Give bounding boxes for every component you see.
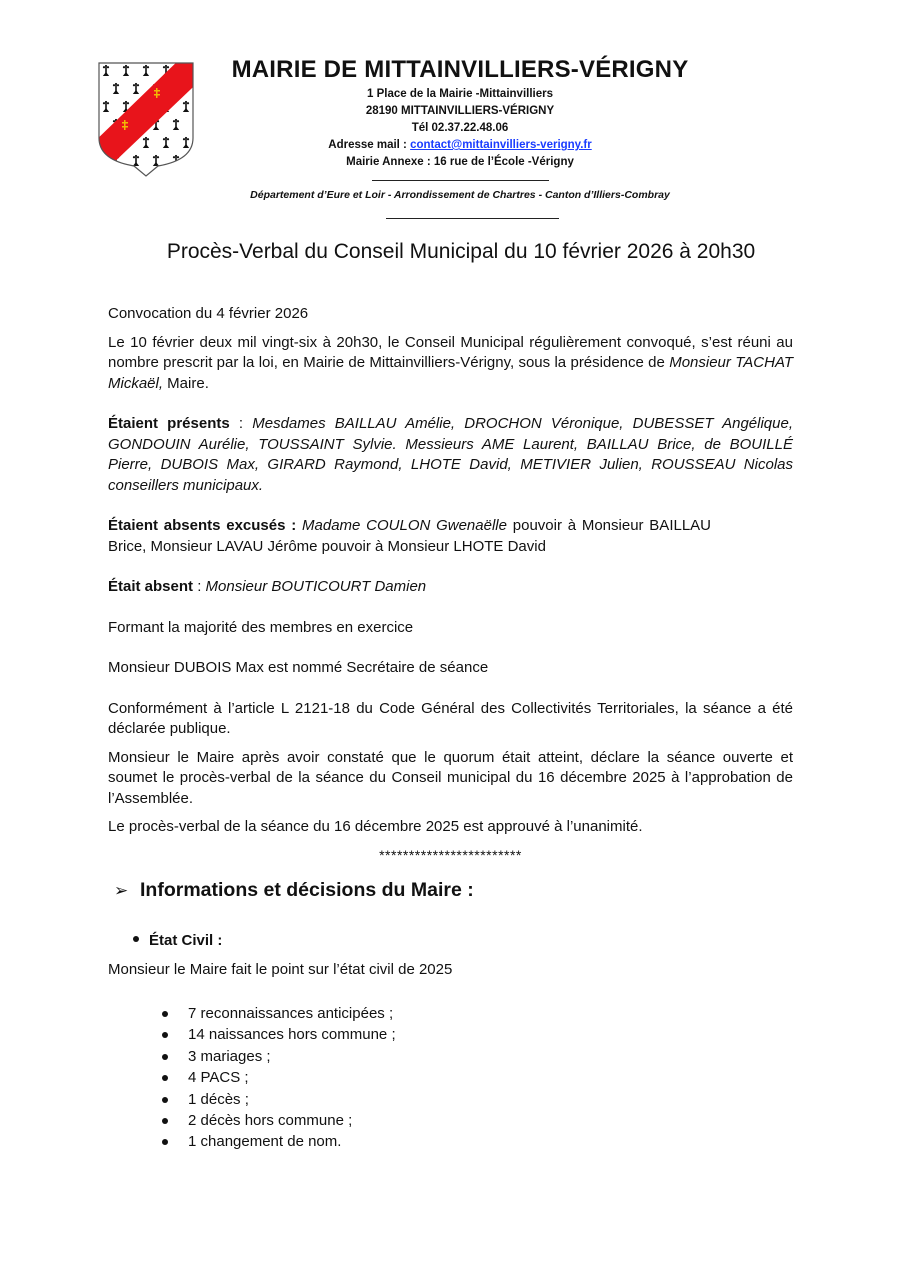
excused-text: pouvoir à Monsieur BAILLAU Brice, Monsieur LAVAU Jérôme pouvoir à Monsieur LHOTE David bbox=[108, 517, 712, 555]
department-line: Département d’Eure et Loir - Arrondissement de Chartres - Canton d’Illiers-Combray bbox=[250, 189, 670, 201]
bullet-icon bbox=[162, 1097, 168, 1103]
bullet-icon bbox=[162, 1118, 168, 1124]
majority-statement: Formant la majorité des membres en exercice bbox=[108, 618, 414, 636]
email-line bbox=[215, 137, 705, 154]
convocation-date: Convocation du 4 février 2026 bbox=[108, 305, 309, 322]
bullet-icon bbox=[133, 936, 139, 942]
civil-status-list bbox=[160, 1003, 396, 1153]
address-line-1: 1 Place de la Mairie -Mittainvilliers bbox=[367, 88, 553, 100]
present-list: Mesdames BAILLAU Amélie, DROCHON Véronique, DUBESSET Angélique, GONDOUIN Aurélie, TOUSSAINT Sylvie. Messieurs AME Laurent, BAILLAU Brice, de BOUILLÉ Pierre, DUBOIS Max, GIRARD Raymond, LHOTE David, METIVIER Julien, ROUSSEAU Nicolas conseillers municipaux. bbox=[108, 415, 793, 494]
arrow-bullet-icon: ➢ bbox=[114, 881, 129, 900]
bullet-icon bbox=[162, 1139, 168, 1145]
excused-members bbox=[108, 516, 711, 557]
subsection-heading-text: État Civil : bbox=[149, 932, 223, 949]
divider-bottom bbox=[386, 218, 559, 219]
separator-stars: ************************ bbox=[379, 846, 522, 863]
subsection-heading bbox=[133, 932, 222, 949]
section-heading-text: Informations et décisions du Maire : bbox=[140, 879, 474, 901]
letterhead bbox=[215, 54, 705, 181]
annex-address: Mairie Annexe : 16 rue de l’École -Vérigny bbox=[346, 156, 574, 168]
list-item: 1 changement de nom. bbox=[160, 1131, 396, 1152]
list-item: 7 reconnaissances anticipées ; bbox=[160, 1003, 396, 1024]
bullet-icon bbox=[162, 1032, 168, 1038]
document-body bbox=[108, 304, 793, 865]
list-item: 14 naissances hors commune ; bbox=[160, 1024, 396, 1045]
bullet-icon bbox=[162, 1075, 168, 1081]
divider-top bbox=[372, 180, 549, 181]
public-session-statement: Conformément à l’article L 2121-18 du Code Général des Collectivités Territoriales, la séance a été déclarée publique. bbox=[108, 699, 793, 737]
org-name: MAIRIE DE MITTAINVILLIERS-VÉRIGNY bbox=[231, 56, 689, 83]
bullet-icon bbox=[162, 1054, 168, 1060]
civil-status-intro: Monsieur le Maire fait le point sur l’état civil de 2025 bbox=[108, 961, 453, 978]
document-title: Procès-Verbal du Conseil Municipal du 10 février 2026 à 20h30 bbox=[166, 240, 756, 263]
section-heading bbox=[114, 879, 474, 902]
email-label: Adresse mail : bbox=[328, 139, 411, 151]
excused-label: Étaient absents excusés : bbox=[108, 517, 297, 534]
list-item: 3 mariages ; bbox=[160, 1046, 396, 1067]
excused-name: Madame COULON Gwenaëlle bbox=[302, 517, 507, 534]
secretary-statement: Monsieur DUBOIS Max est nommé Secrétaire de séance bbox=[108, 659, 489, 676]
president-name: Monsieur TACHAT Mickaël, bbox=[108, 354, 793, 392]
list-item: 1 décès ; bbox=[160, 1089, 396, 1110]
absent-members: Était absent : Monsieur BOUTICOURT Damien bbox=[108, 578, 427, 595]
coat-of-arms-icon bbox=[96, 60, 196, 178]
approval-statement: Le procès-verbal de la séance du 16 décembre 2025 est approuvé à l’unanimité. bbox=[108, 818, 643, 835]
list-item: 2 décès hors commune ; bbox=[160, 1110, 396, 1131]
present-members: Étaient présents : Mesdames BAILLAU Amélie, DROCHON Véronique, DUBESSET Angélique, GONDOUIN Aurélie, TOUSSAINT Sylvie. Messieurs AME Laurent, BAILLAU Brice, de BOUILLÉ Pierre, DUBOIS Max, GIRARD Raymond, LHOTE David, METIVIER Julien, ROUSSEAU Nicolas conseillers municipaux. bbox=[108, 415, 793, 494]
absent-label: Était absent bbox=[108, 578, 194, 595]
bullet-icon bbox=[162, 1011, 168, 1017]
opening-paragraph: Le 10 février deux mil vingt-six à 20h30, le Conseil Municipal régulièrement convoqué, s’est réuni au nombre prescrit par la loi, en Mairie de Mittainvilliers-Vérigny, sous la présidence de Monsieur TACHAT Mickaël, Maire. bbox=[108, 333, 793, 392]
present-label: Étaient présents bbox=[108, 415, 230, 432]
list-item: 4 PACS ; bbox=[160, 1067, 396, 1088]
phone-number: Tél 02.37.22.48.06 bbox=[411, 122, 509, 134]
address-line-2: 28190 MITTAINVILLIERS-VÉRIGNY bbox=[365, 105, 555, 117]
email-link[interactable]: contact@mittainvilliers-verigny.fr bbox=[410, 139, 592, 151]
quorum-statement: Monsieur le Maire après avoir constaté que le quorum était atteint, déclare la séance ouverte et soumet le procès-verbal de la séance du Conseil municipal du 16 décembre 2025 à l’approbation de l’Assemblée. bbox=[108, 748, 793, 807]
absent-name: Monsieur BOUTICOURT Damien bbox=[205, 578, 427, 595]
